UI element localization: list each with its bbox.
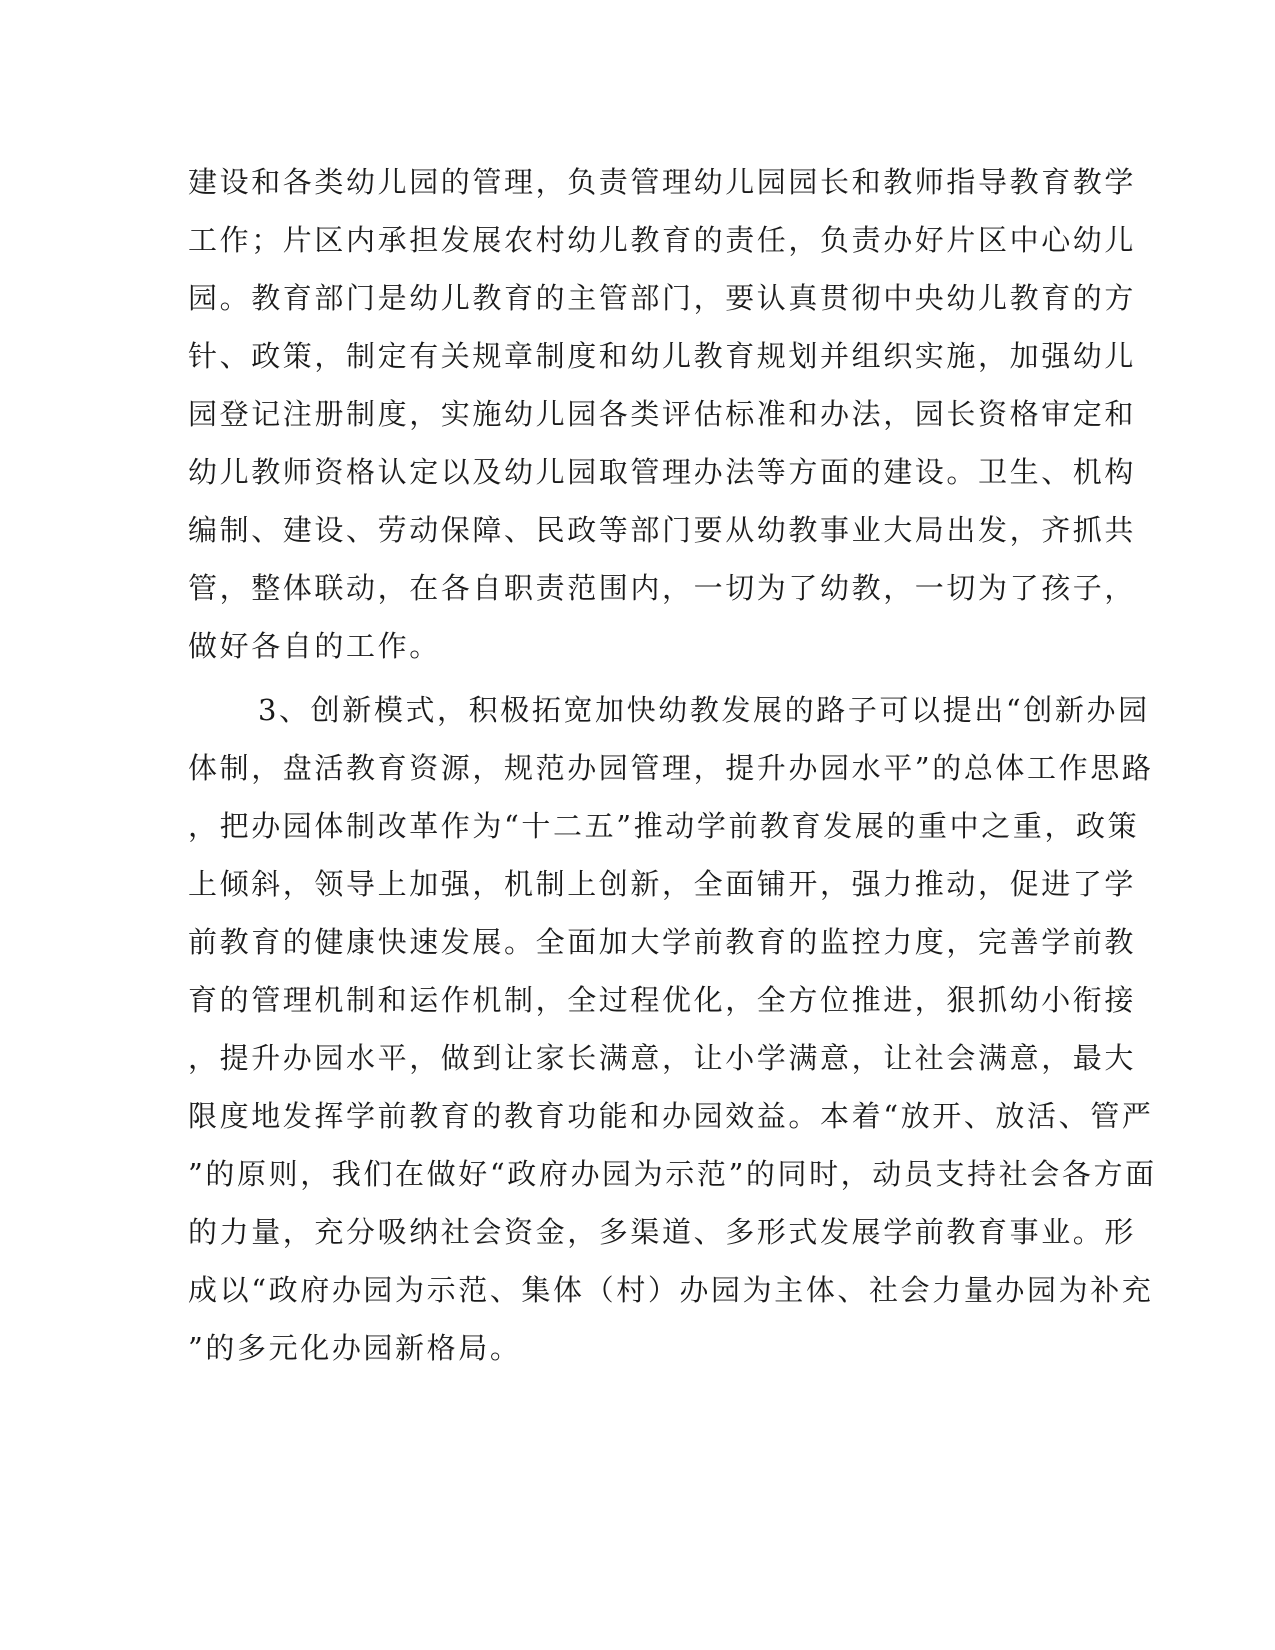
paragraph-line: 成以“政府办园为示范、集体（村）办园为主体、社会力量办园为补充 bbox=[188, 1273, 1154, 1307]
paragraph-line: 园。教育部门是幼儿教育的主管部门，要认真贯彻中央幼儿教育的方 bbox=[188, 281, 1137, 315]
paragraph-line: ，提升办园水平，做到让家长满意，让小学满意，让社会满意，最大 bbox=[188, 1041, 1137, 1075]
paragraph-line: 前教育的健康快速发展。全面加大学前教育的监控力度，完善学前教 bbox=[188, 925, 1137, 959]
paragraph-line: 的力量，充分吸纳社会资金，多渠道、多形式发展学前教育事业。形 bbox=[188, 1215, 1137, 1249]
paragraph-line: 上倾斜，领导上加强，机制上创新，全面铺开，强力推动，促进了学 bbox=[188, 867, 1137, 901]
paragraph-line: 体制，盘活教育资源，规范办园管理，提升办园水平”的总体工作思路 bbox=[188, 751, 1154, 785]
paragraph-line: ”的原则，我们在做好“政府办园为示范”的同时，动员支持社会各方面 bbox=[188, 1157, 1157, 1191]
paragraph-line: ，把办园体制改革作为“十二五”推动学前教育发展的重中之重，政策 bbox=[188, 809, 1140, 843]
paragraph-line: 幼儿教师资格认定以及幼儿园取管理办法等方面的建设。卫生、机构 bbox=[188, 455, 1137, 489]
paragraph-line: 做好各自的工作。 bbox=[188, 629, 441, 663]
paragraph-line: 3、创新模式，积极拓宽加快幼教发展的路子可以提出“创新办园 bbox=[258, 693, 1150, 727]
paragraph-line: 园登记注册制度，实施幼儿园各类评估标准和办法，园长资格审定和 bbox=[188, 397, 1137, 431]
paragraph-line: ”的多元化办园新格局。 bbox=[188, 1331, 522, 1365]
paragraph-line: 针、政策，制定有关规章制度和幼儿教育规划并组织实施，加强幼儿 bbox=[188, 339, 1137, 373]
paragraph-line: 限度地发挥学前教育的教育功能和办园效益。本着“放开、放活、管严 bbox=[188, 1099, 1154, 1133]
paragraph-line: 编制、建设、劳动保障、民政等部门要从幼教事业大局出发，齐抓共 bbox=[188, 513, 1137, 547]
paragraph-line: 工作；片区内承担发展农村幼儿教育的责任，负责办好片区中心幼儿 bbox=[188, 223, 1137, 257]
paragraph-line: 建设和各类幼儿园的管理，负责管理幼儿园园长和教师指导教育教学 bbox=[188, 165, 1137, 199]
paragraph-line: 管，整体联动，在各自职责范围内，一切为了幼教，一切为了孩子， bbox=[188, 571, 1137, 605]
paragraph-line: 育的管理机制和运作机制，全过程优化，全方位推进，狠抓幼小衔接 bbox=[188, 983, 1137, 1017]
